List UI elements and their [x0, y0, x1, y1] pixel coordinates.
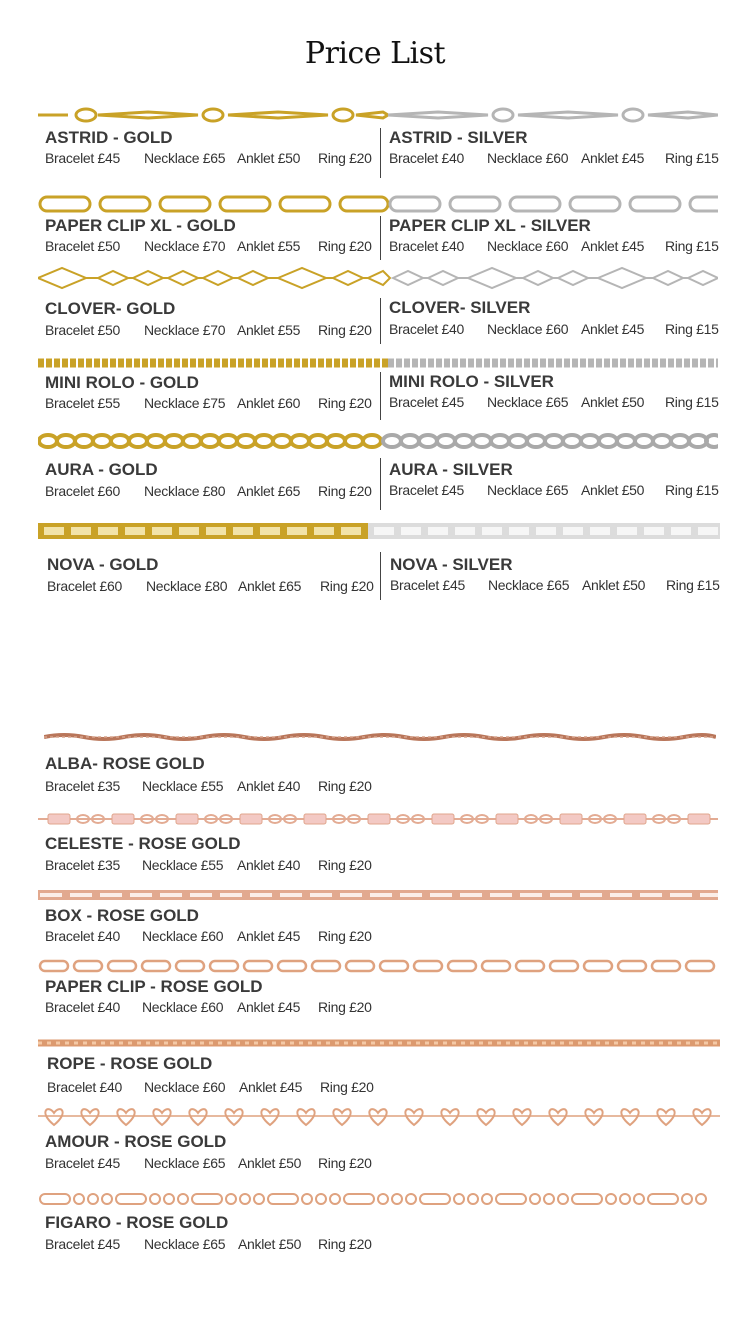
product-name-rose-gold: CELESTE - ROSE GOLD	[45, 834, 241, 853]
chain-image-mini-rolo	[38, 357, 718, 369]
price-bracelet: Bracelet £35	[45, 778, 121, 794]
price-anklet: Anklet £45	[581, 150, 645, 166]
price-necklace: Necklace £60	[142, 928, 224, 944]
price-necklace: Necklace £55	[142, 778, 224, 794]
price-necklace: Necklace £55	[142, 857, 224, 873]
product-name-gold: MINI ROLO - GOLD	[45, 373, 199, 392]
chain-clover-silver	[393, 268, 718, 288]
chain-image-clover	[38, 264, 718, 292]
price-bracelet: Bracelet £45	[45, 1236, 121, 1252]
column-divider	[380, 298, 381, 344]
price-ring: Ring £20	[318, 395, 372, 411]
chain-aura-gold	[39, 435, 381, 447]
chain-paperclip-xl-gold	[40, 197, 388, 211]
chain-image-amour	[38, 1104, 720, 1128]
chain-clover-gold	[38, 268, 390, 288]
price-bracelet: Bracelet £50	[45, 238, 121, 254]
product-name-rose-gold: ROPE - ROSE GOLD	[47, 1054, 213, 1073]
price-anklet: Anklet £40	[237, 778, 301, 794]
price-ring: Ring £20	[318, 322, 372, 338]
page-title: Price List	[304, 36, 446, 71]
column-divider	[380, 458, 381, 510]
price-ring: Ring £15	[665, 238, 719, 254]
price-anklet: Anklet £45	[239, 1079, 303, 1095]
price-ring: Ring £20	[318, 778, 372, 794]
price-anklet: Anklet £50	[582, 577, 646, 593]
product-name-rose-gold: ALBA- ROSE GOLD	[45, 754, 205, 773]
price-anklet: Anklet £45	[581, 238, 645, 254]
chain-astrid-silver	[388, 109, 718, 121]
price-anklet: Anklet £40	[237, 857, 301, 873]
price-ring: Ring £15	[665, 482, 719, 498]
column-divider	[380, 216, 381, 260]
price-anklet: Anklet £50	[581, 482, 645, 498]
product-name-silver: ASTRID - SILVER	[389, 128, 528, 147]
price-ring: Ring £15	[665, 150, 719, 166]
price-necklace: Necklace £70	[144, 322, 226, 338]
product-name-gold: NOVA - GOLD	[47, 555, 159, 574]
price-necklace: Necklace £65	[487, 394, 569, 410]
price-bracelet: Bracelet £40	[389, 238, 465, 254]
price-bracelet: Bracelet £55	[45, 395, 121, 411]
price-bracelet: Bracelet £35	[45, 857, 121, 873]
product-name-rose-gold: BOX - ROSE GOLD	[45, 906, 199, 925]
price-necklace: Necklace £60	[144, 1079, 226, 1095]
price-bracelet: Bracelet £60	[47, 578, 123, 594]
product-name-gold: AURA - GOLD	[45, 460, 158, 479]
price-anklet: Anklet £50	[237, 150, 301, 166]
price-ring: Ring £20	[318, 238, 372, 254]
column-divider	[380, 372, 381, 420]
price-necklace: Necklace £70	[144, 238, 226, 254]
chain-image-celeste	[38, 810, 718, 828]
product-name-silver: NOVA - SILVER	[390, 555, 513, 574]
product-name-rose-gold: FIGARO - ROSE GOLD	[45, 1213, 229, 1232]
price-necklace: Necklace £75	[144, 395, 226, 411]
chain-astrid-gold	[38, 109, 388, 121]
price-anklet: Anklet £55	[237, 322, 301, 338]
column-divider	[380, 552, 381, 600]
price-anklet: Anklet £50	[238, 1236, 302, 1252]
chain-image-nova	[38, 520, 720, 542]
price-ring: Ring £15	[665, 321, 719, 337]
price-necklace: Necklace £80	[146, 578, 228, 594]
price-anklet: Anklet £45	[237, 999, 301, 1015]
price-necklace: Necklace £65	[144, 150, 226, 166]
price-ring: Ring £20	[318, 857, 372, 873]
price-ring: Ring £20	[318, 1236, 372, 1252]
chain-image-box	[38, 888, 718, 902]
price-anklet: Anklet £60	[237, 395, 301, 411]
price-bracelet: Bracelet £45	[390, 577, 466, 593]
price-ring: Ring £20	[318, 928, 372, 944]
price-bracelet: Bracelet £60	[45, 483, 121, 499]
price-necklace: Necklace £60	[487, 150, 569, 166]
product-name-rose-gold: PAPER CLIP - ROSE GOLD	[45, 977, 263, 996]
price-anklet: Anklet £45	[581, 321, 645, 337]
chain-image-paper-clip	[38, 956, 720, 976]
price-necklace: Necklace £65	[488, 577, 570, 593]
price-necklace: Necklace £80	[144, 483, 226, 499]
price-ring: Ring £15	[665, 394, 719, 410]
price-anklet: Anklet £50	[581, 394, 645, 410]
chain-image-figaro	[38, 1190, 714, 1208]
price-ring: Ring £20	[318, 150, 372, 166]
price-ring: Ring £20	[320, 1079, 374, 1095]
price-bracelet: Bracelet £45	[389, 482, 465, 498]
price-bracelet: Bracelet £40	[45, 928, 121, 944]
price-necklace: Necklace £65	[487, 482, 569, 498]
product-name-gold: CLOVER- GOLD	[45, 299, 176, 318]
price-bracelet: Bracelet £40	[389, 150, 465, 166]
product-name-silver: AURA - SILVER	[389, 460, 513, 479]
price-ring: Ring £20	[318, 1155, 372, 1171]
chain-aura-silver	[383, 435, 718, 447]
price-bracelet: Bracelet £40	[389, 321, 465, 337]
price-bracelet: Bracelet £45	[45, 1155, 121, 1171]
price-ring: Ring £15	[666, 577, 720, 593]
chain-paperclip-xl-silver	[390, 197, 718, 211]
price-necklace: Necklace £65	[144, 1236, 226, 1252]
chain-image-alba	[44, 730, 716, 744]
price-ring: Ring £20	[318, 483, 372, 499]
chain-image-paperclip-xl	[38, 192, 718, 216]
chain-image-rope	[38, 1036, 720, 1050]
price-bracelet: Bracelet £50	[45, 322, 121, 338]
price-anklet: Anklet £65	[238, 578, 302, 594]
price-necklace: Necklace £60	[487, 238, 569, 254]
price-anklet: Anklet £45	[237, 928, 301, 944]
product-name-silver: CLOVER- SILVER	[389, 298, 531, 317]
price-necklace: Necklace £60	[142, 999, 224, 1015]
product-name-rose-gold: AMOUR - ROSE GOLD	[45, 1132, 227, 1151]
price-bracelet: Bracelet £45	[389, 394, 465, 410]
chain-image-astrid	[38, 104, 718, 126]
price-anklet: Anklet £65	[237, 483, 301, 499]
price-bracelet: Bracelet £45	[45, 150, 121, 166]
price-anklet: Anklet £50	[238, 1155, 302, 1171]
price-bracelet: Bracelet £40	[47, 1079, 123, 1095]
price-anklet: Anklet £55	[237, 238, 301, 254]
price-necklace: Necklace £60	[487, 321, 569, 337]
price-ring: Ring £20	[320, 578, 374, 594]
column-divider	[380, 128, 381, 178]
product-name-silver: MINI ROLO - SILVER	[389, 372, 554, 391]
price-ring: Ring £20	[318, 999, 372, 1015]
product-name-silver: PAPER CLIP XL - SILVER	[389, 216, 591, 235]
product-name-gold: PAPER CLIP XL - GOLD	[45, 216, 236, 235]
product-name-gold: ASTRID - GOLD	[45, 128, 173, 147]
chain-image-aura	[38, 430, 718, 452]
price-bracelet: Bracelet £40	[45, 999, 121, 1015]
price-necklace: Necklace £65	[144, 1155, 226, 1171]
